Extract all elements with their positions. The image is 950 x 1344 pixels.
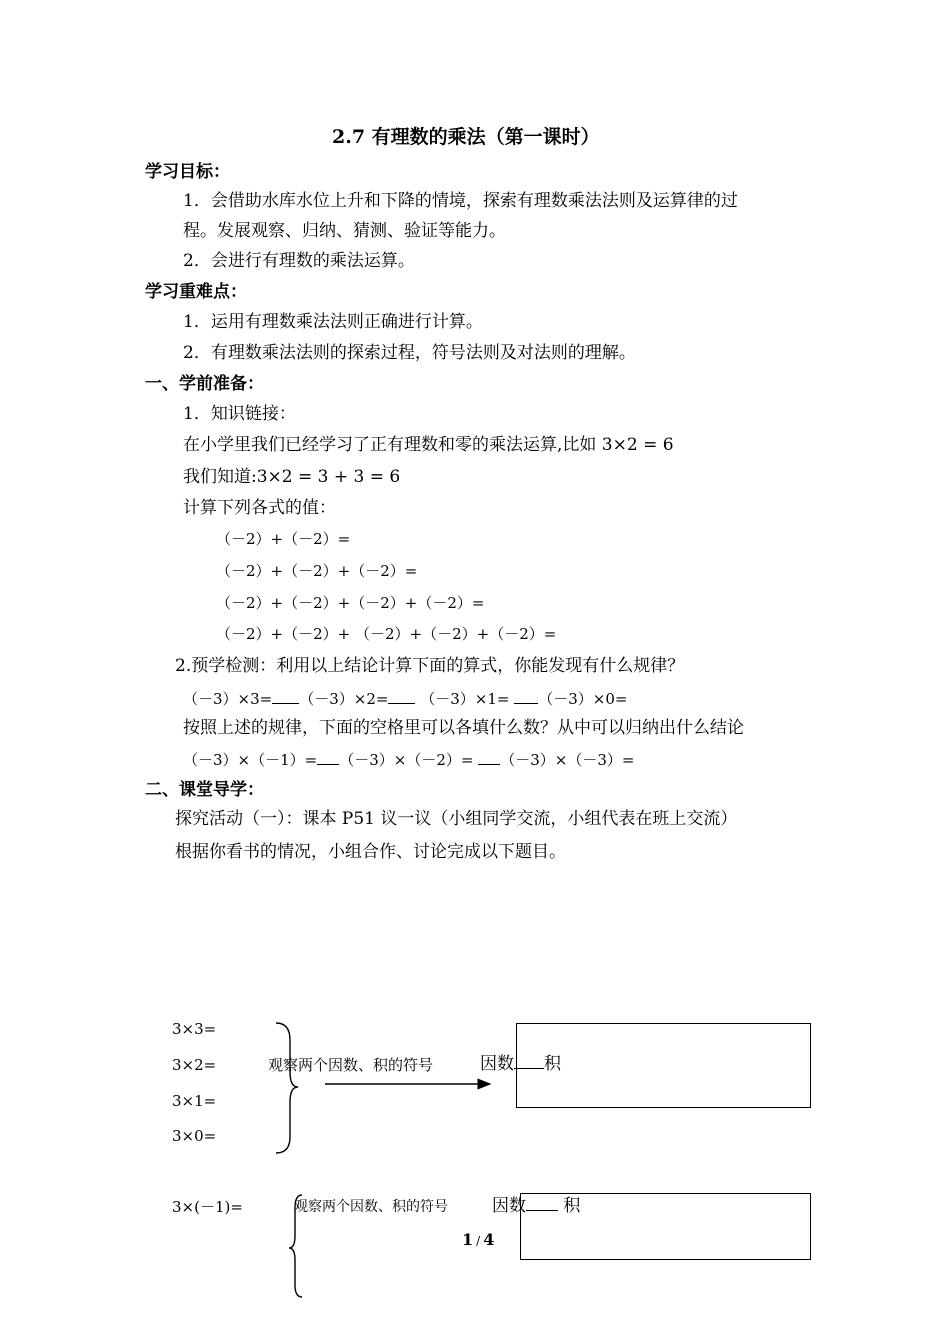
pre-check-expr: （－3）×（－2）= [339, 751, 479, 769]
pre-check-expr: （－3）×3= [183, 690, 273, 708]
pre-check-label: 2.预学检测：利用以上结论计算下面的算式，你能发现有什么规律？ [175, 656, 685, 676]
pre-check-expr: （－3）×（－3）= [500, 751, 635, 769]
page-separator: / [476, 1234, 481, 1248]
sum-expression: （－2）+（－2）+ （－2）+（－2）+（－2）= [216, 625, 557, 643]
sum-expression: （－2）+（－2）+（－2）= [216, 562, 418, 580]
page-current: 1 [462, 1230, 474, 1249]
sum-expression: （－2）+（－2）+（－2）+（－2）= [216, 594, 485, 612]
product-label: 积 [544, 1054, 561, 1074]
pre-check-expr: （－3）×1= [415, 690, 515, 708]
right-brace-1 [276, 1023, 298, 1153]
section2-heading: 二、课堂导学： [145, 780, 264, 800]
key-points-heading: 学习重难点： [145, 282, 247, 302]
activity-text: 探究活动（一）：课本 P51 议一议（小组同学交流，小组代表在班上交流） [175, 809, 738, 829]
factor-label: 因数 [480, 1054, 514, 1074]
page-title: 2.7 有理数的乘法（第一课时） [332, 126, 600, 148]
objective-item-1-line-1: 1．会借助水库水位上升和下降的情境，探索有理数乘法法则及运算律的过 [183, 191, 738, 211]
intro-text-2: 我们知道:3×2 = 3 + 3 = 6 [183, 467, 401, 487]
pattern-question: 按照上述的规律，下面的空格里可以各填什么数？从中可以归纳出什么结论 [183, 718, 744, 738]
objective-item-2: 2．会进行有理数的乘法运算。 [183, 251, 415, 271]
diagram1-expr: 3×0= [172, 1127, 217, 1145]
key-point-item-1: 1．运用有理数乘法法则正确进行计算。 [183, 312, 483, 332]
diagram1-expr: 3×1= [172, 1092, 217, 1110]
sum-expression: （－2）+（－2）= [216, 530, 351, 548]
key-point-item-2: 2．有理数乘法法则的探索过程，符号法则及对法则的理解。 [183, 343, 636, 363]
intro-text-3: 计算下列各式的值： [183, 498, 336, 518]
pre-check-expr: （－3）×2= [299, 690, 389, 708]
objectives-heading: 学习目标： [145, 162, 230, 182]
objective-item-1-line-2: 程。发展观察、归纳、猜测、验证等能力。 [183, 221, 506, 241]
pre-check-expr: （－3）×（－1）= [183, 751, 318, 769]
section1-heading: 一、学前准备： [145, 374, 264, 394]
diagram1-observe-label: 观察两个因数、积的符号 [268, 1056, 434, 1074]
diagram2-observe-label: 观察两个因数、积的符号 [294, 1199, 448, 1215]
diagram1-expr: 3×2= [172, 1056, 217, 1074]
diagram2-expr: 3×(－1)= [172, 1198, 243, 1216]
group-instruction: 根据你看书的情况，小组合作、讨论完成以下题目。 [175, 842, 566, 862]
intro-text-1: 在小学里我们已经学习了正有理数和零的乘法运算,比如 3×2 = 6 [183, 435, 674, 455]
knowledge-link-label: 1．知识链接： [183, 404, 296, 424]
diagram1-expr: 3×3= [172, 1020, 217, 1038]
page-total: 4 [483, 1230, 495, 1249]
pre-check-expr: （－3）×0= [538, 690, 628, 708]
product-label: 积 [563, 1196, 581, 1216]
left-brace-2 [289, 1195, 302, 1297]
factor-label: 因数 [492, 1196, 526, 1216]
